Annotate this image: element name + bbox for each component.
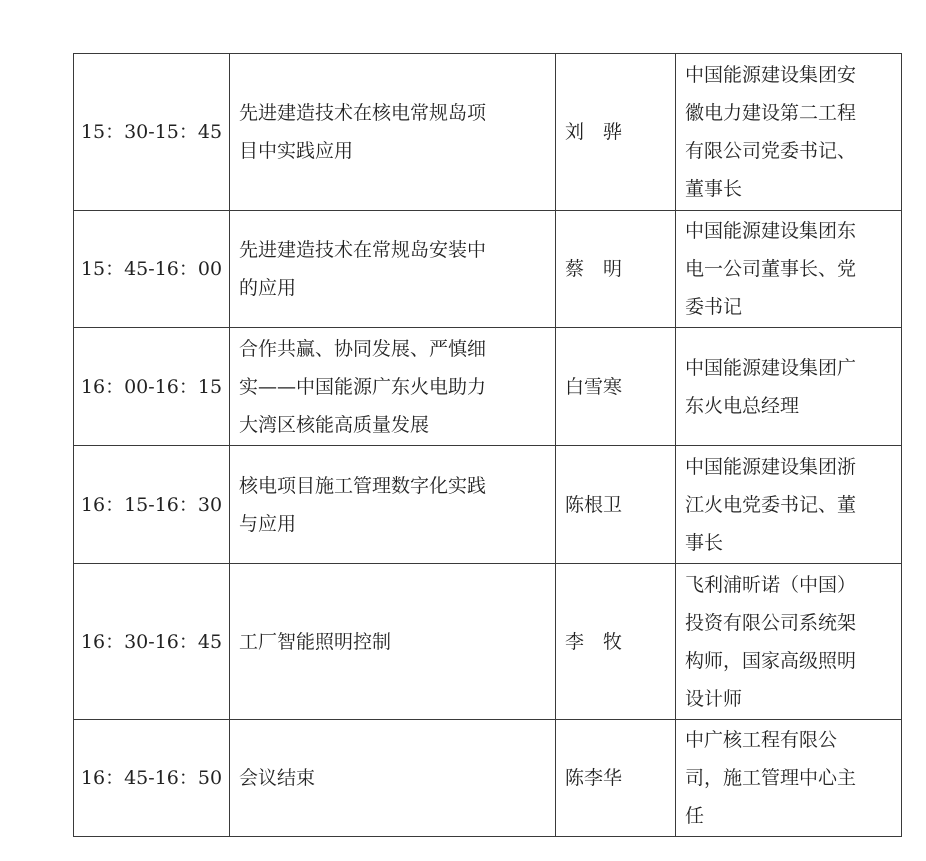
topic-cell — [230, 564, 556, 720]
table-row — [74, 54, 902, 211]
org-line: 东火电总经理 — [685, 394, 800, 417]
topic-line: 大湾区核能高质量发展 — [239, 413, 430, 436]
topic-cell — [230, 211, 556, 328]
time-cell: 16：30-16：45 — [74, 564, 230, 720]
topic-line: 与应用 — [239, 512, 297, 535]
time-cell: 16：45-16：50 — [74, 720, 230, 837]
topic-cell — [230, 720, 556, 837]
topic-line: 先进建造技术在核电常规岛项 — [239, 102, 487, 124]
speaker-cell: 陈李华 — [556, 720, 676, 837]
time-cell: 15：45-16：00 — [74, 211, 230, 328]
org-cell — [676, 328, 902, 446]
org-line: 中国能源建设集团安 — [685, 64, 857, 86]
topic-line: 合作共赢、协同发展、严慎细 — [239, 337, 487, 360]
org-cell — [676, 446, 902, 564]
org-line: 中国能源建设集团东 — [685, 220, 857, 242]
table-row — [74, 564, 902, 720]
time-cell: 16：00-16：15 — [74, 328, 230, 446]
speaker-cell: 白雪寒 — [556, 328, 676, 446]
org-cell — [676, 720, 902, 837]
org-cell — [676, 211, 902, 328]
org-line: 电一公司董事长、党 — [685, 258, 857, 280]
topic-cell — [230, 328, 556, 446]
org-line: 事长 — [685, 531, 724, 554]
org-line: 任 — [685, 805, 705, 827]
table-row — [74, 720, 902, 837]
org-cell — [676, 54, 902, 211]
org-line: 徽电力建设第二工程 — [685, 102, 857, 124]
org-line: 江火电党委书记、董 — [685, 493, 857, 516]
time-cell: 16：15-16：30 — [74, 446, 230, 564]
table-row — [74, 446, 902, 564]
topic-line: 工厂智能照明控制 — [239, 630, 392, 653]
topic-cell — [230, 446, 556, 564]
org-line: 中国能源建设集团浙 — [685, 455, 857, 478]
topic-line: 目中实践应用 — [239, 140, 354, 162]
topic-line: 的应用 — [239, 277, 297, 299]
topic-cell — [230, 54, 556, 211]
topic-line: 先进建造技术在常规岛安装中 — [239, 239, 487, 261]
time-cell: 15：30-15：45 — [74, 54, 230, 211]
org-cell — [676, 564, 902, 720]
table-row — [74, 328, 902, 446]
org-line: 有限公司党委书记、 — [685, 140, 857, 162]
org-line: 中广核工程有限公 — [685, 729, 838, 751]
org-line: 构师，国家高级照明 — [685, 649, 857, 672]
speaker-cell: 李 牧 — [556, 564, 676, 720]
table-row — [74, 211, 902, 328]
agenda-table — [73, 53, 902, 837]
topic-line: 会议结束 — [239, 767, 316, 789]
org-line: 中国能源建设集团广 — [685, 356, 857, 379]
topic-line: 核电项目施工管理数字化实践 — [239, 474, 487, 497]
speaker-cell: 刘 骅 — [556, 54, 676, 211]
org-line: 设计师 — [685, 687, 743, 710]
org-line: 投资有限公司系统架 — [685, 611, 857, 634]
org-line: 飞利浦昕诺（中国） — [685, 573, 857, 596]
topic-line: 实——中国能源广东火电助力 — [239, 375, 487, 398]
org-line: 司，施工管理中心主 — [685, 767, 857, 789]
org-line: 委书记 — [685, 296, 743, 318]
speaker-cell: 蔡 明 — [556, 211, 676, 328]
org-line: 董事长 — [685, 178, 743, 200]
speaker-cell: 陈根卫 — [556, 446, 676, 564]
